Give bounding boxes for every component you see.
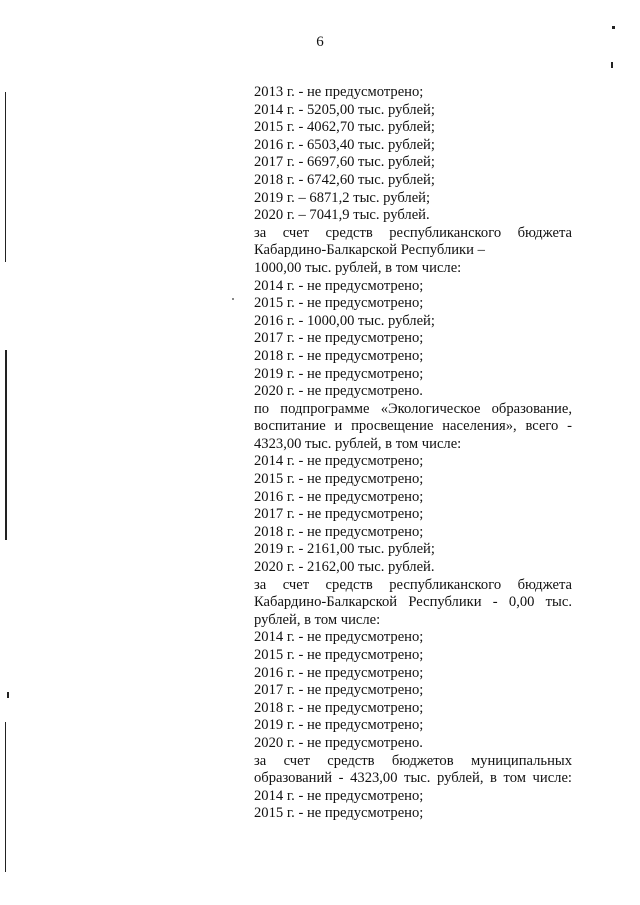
document-body (254, 84, 572, 823)
text-line: 2019 г. - 2161,00 тыс. рублей; (254, 541, 435, 558)
text-line: рублей, в том числе: (254, 611, 381, 628)
text-line: 2016 г. - 6503,40 тыс. рублей; (254, 136, 435, 153)
scan-mark (5, 350, 7, 540)
text-line: 2016 г. - не предусмотрено; (254, 488, 424, 505)
text-line: 2014 г. - не предусмотрено; (254, 787, 424, 804)
text-line: за счет средств республиканского бюджета (254, 224, 572, 241)
text-line: 2015 г. - не предусмотрено; (254, 295, 424, 312)
text-line: 2017 г. - не предусмотрено; (254, 330, 424, 347)
text-line: по подпрограмме «Экологическое образование, (254, 400, 572, 417)
text-line: 2020 г. - не предусмотрено. (254, 734, 423, 751)
text-line: 4323,00 тыс. рублей, в том числе: (254, 435, 462, 452)
text-line: 2015 г. - не предусмотрено; (254, 805, 424, 822)
text-line: Кабардино-Балкарской Республики - 0,00 тыс. (254, 594, 572, 611)
text-line: Кабардино-Балкарской Республики – (254, 242, 485, 259)
text-line: 2014 г. - не предусмотрено; (254, 629, 424, 646)
text-line: 2020 г. - 2162,00 тыс. рублей. (254, 559, 435, 576)
text-line: 2018 г. - не предусмотрено; (254, 699, 424, 716)
text-line: воспитание и просвещение населения», всего - (254, 418, 572, 435)
text-line: 2014 г. - не предусмотрено; (254, 453, 424, 470)
scan-mark (232, 298, 234, 300)
text-line: 2016 г. - 1000,00 тыс. рублей; (254, 312, 435, 329)
text-line: 2015 г. - не предусмотрено; (254, 647, 424, 663)
text-line: 2019 г. - не предусмотрено; (254, 365, 424, 382)
text-line: 2017 г. - не предусмотрено; (254, 506, 424, 523)
text-line: 2018 г. - не предусмотрено; (254, 523, 424, 540)
scan-mark (5, 722, 6, 872)
text-line: 2014 г. - 5205,00 тыс. рублей; (254, 101, 435, 118)
text-line: 2018 г. - не предусмотрено; (254, 347, 424, 364)
scan-mark (612, 26, 615, 29)
text-line: 2020 г. – 7041,9 тыс. рублей. (254, 207, 430, 224)
text-line: 2017 г. - не предусмотрено; (254, 682, 424, 699)
text-line: 2018 г. - 6742,60 тыс. рублей; (254, 171, 435, 188)
page-number: 6 (316, 34, 324, 50)
text-line: за счет средств республиканского бюджета (254, 576, 572, 593)
text-line: за счет средств бюджетов муниципальных (254, 752, 572, 769)
text-line: 2019 г. - не предусмотрено; (254, 717, 424, 734)
text-line: 2013 г. - не предусмотрено; (254, 84, 424, 100)
text-line: 2015 г. - не предусмотрено; (254, 471, 424, 488)
text-line: 2014 г. - не предусмотрено; (254, 277, 424, 294)
text-line: 2016 г. - не предусмотрено; (254, 664, 424, 681)
text-line: образований - 4323,00 тыс. рублей, в том числе: (254, 770, 572, 787)
text-line: 2017 г. - 6697,60 тыс. рублей; (254, 154, 435, 171)
text-line: 2020 г. - не предусмотрено. (254, 383, 423, 400)
scan-mark (611, 62, 613, 68)
text-line: 2015 г. - 4062,70 тыс. рублей; (254, 119, 435, 136)
scan-mark (7, 692, 9, 698)
text-line: 1000,00 тыс. рублей, в том числе: (254, 259, 462, 276)
text-line: 2019 г. – 6871,2 тыс. рублей; (254, 189, 431, 206)
scan-mark (5, 92, 6, 262)
